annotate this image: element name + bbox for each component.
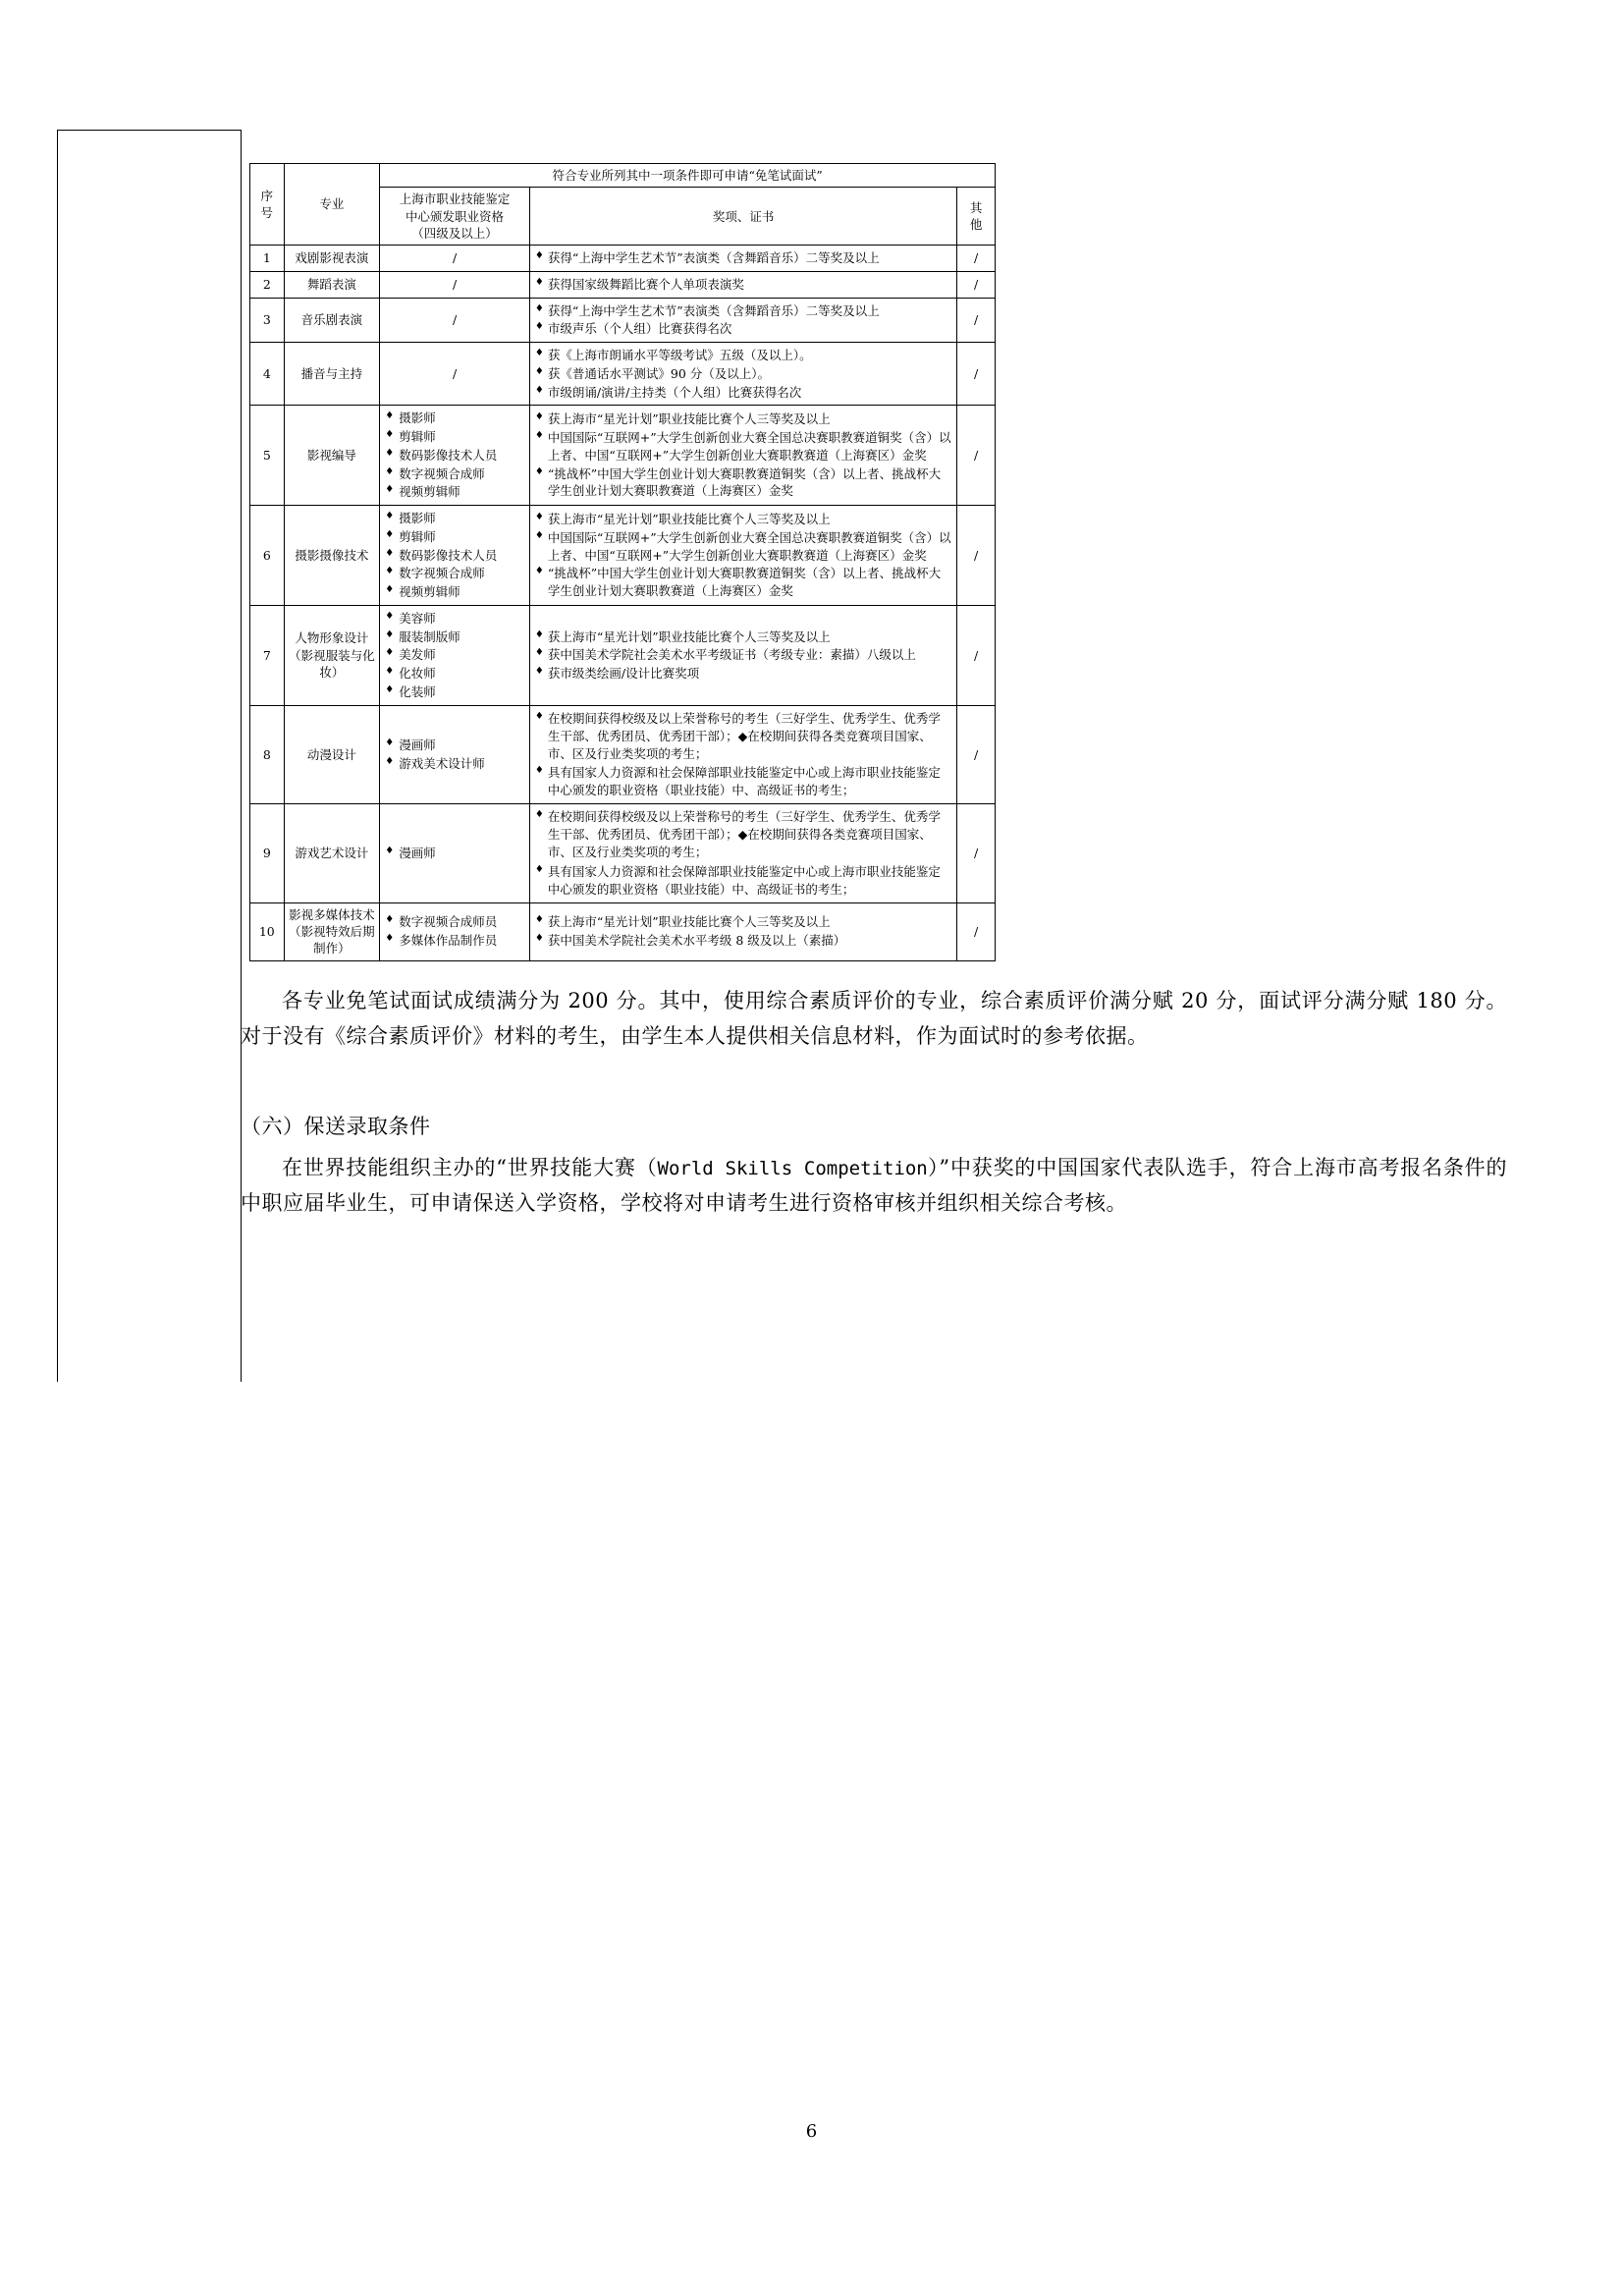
- award-item: ♦ 获上海市“星光计划”职业技能比赛个人三等奖及以上: [534, 913, 952, 931]
- table-row: [250, 804, 996, 903]
- header-no: [250, 164, 285, 246]
- row-other: /: [957, 902, 996, 960]
- header-other-line1: 其: [969, 199, 983, 215]
- row-award: [529, 605, 956, 705]
- header-cert-line2: 中心颁发职业资格: [406, 208, 505, 224]
- row-major: 影视编导: [284, 406, 380, 506]
- row-major: [284, 605, 380, 705]
- row-major: 戏剧影视表演: [284, 246, 380, 272]
- award-item: ♦ 获中国美术学院社会美术水平考级证书（考级专业：素描）八级以上: [534, 646, 952, 664]
- header-major: 专业: [284, 164, 380, 246]
- row-cert: [380, 902, 530, 960]
- cert-item: ♦ 漫画师: [384, 737, 525, 754]
- award-list: [534, 710, 952, 800]
- row-major-line: 影视多媒体技术: [289, 906, 375, 922]
- award-item: ♦ 获《普通话水平测试》90 分（及以上）。: [534, 365, 952, 383]
- award-list: [534, 276, 952, 294]
- table-row: [250, 298, 996, 343]
- cert-item: ♦ 数码影像技术人员: [384, 547, 525, 565]
- award-item: ♦ 获上海市“星光计划”职业技能比赛个人三等奖及以上: [534, 629, 952, 646]
- row-cert: [380, 705, 530, 804]
- cert-item: ♦ 数码影像技术人员: [384, 447, 525, 465]
- row-no: 5: [250, 406, 285, 506]
- award-list: [534, 302, 952, 339]
- award-item: ♦ 市级朗诵/演讲/主持类（个人组）比赛获得名次: [534, 384, 952, 402]
- award-item: ♦ 获中国美术学院社会美术水平考级 8 级及以上（素描）: [534, 932, 952, 950]
- award-list: [534, 249, 952, 267]
- row-cert: [380, 506, 530, 606]
- row-other: /: [957, 506, 996, 606]
- award-item: ♦ 中国国际“互联网+”大学生创新创业大赛全国总决赛职教赛道铜奖（含）以上者、中国“互联网+”大学生创新创业大赛职教赛道（上海赛区）金奖: [534, 429, 952, 465]
- award-item: ♦ 具有国家人力资源和社会保障部职业技能鉴定中心或上海市职业技能鉴定中心颁发的职业资格（职业技能）中、高级证书的考生；: [534, 764, 952, 799]
- row-no: 9: [250, 804, 285, 903]
- header-certificate: [380, 188, 530, 246]
- section-heading-six: （六）保送录取条件: [241, 1114, 431, 1138]
- header-other: [957, 188, 996, 246]
- cert-item: ♦ 化妆师: [384, 665, 525, 683]
- row-major: 舞蹈表演: [284, 271, 380, 298]
- row-major-line: 制作）: [313, 941, 351, 957]
- row-cert: /: [380, 246, 530, 272]
- paragraph-2-part-b: ）”中获奖的中国国家代表队选手，符合上海市高考报名条件的中职应届毕业生，可申请保送入学资格，学校将对申请考生进行资格审核并组织相关综合考核。: [241, 1155, 1508, 1215]
- row-major: 游戏艺术设计: [284, 804, 380, 903]
- paragraph-2-part-a: 在世界技能组织主办的“世界技能大赛（: [282, 1155, 658, 1179]
- award-item: ♦ 在校期间获得校级及以上荣誉称号的考生（三好学生、优秀学生、优秀学生干部、优秀团员、优秀团干部）；◆在校期间获得各类竞赛项目国家、市、区及行业类奖项的考生；: [534, 710, 952, 763]
- table-row: [250, 902, 996, 960]
- table-row: [250, 246, 996, 272]
- header-span-title: 符合专业所列其中一项条件即可申请“免笔试面试”: [380, 164, 996, 188]
- table-row: [250, 605, 996, 705]
- cert-item: ♦ 漫画师: [384, 845, 525, 862]
- table-row: [250, 343, 996, 406]
- paragraph-recommended-admission: [241, 1150, 1507, 1221]
- table-row: [250, 705, 996, 804]
- cert-list: [384, 510, 525, 601]
- page-number: 6: [805, 2121, 818, 2142]
- cert-list: [384, 737, 525, 773]
- award-item: ♦ 获《上海市朗诵水平等级考试》五级（及以上）。: [534, 347, 952, 364]
- row-award: [529, 506, 956, 606]
- row-other: /: [957, 705, 996, 804]
- cert-item: ♦ 数字视频合成师员: [384, 913, 525, 931]
- award-item: ♦ 获得国家级舞蹈比赛个人单项表演奖: [534, 276, 952, 294]
- row-other: /: [957, 271, 996, 298]
- row-award: [529, 804, 956, 903]
- row-cert: [380, 804, 530, 903]
- page-content: [241, 130, 1517, 1221]
- award-item: ♦ 在校期间获得校级及以上荣誉称号的考生（三好学生、优秀学生、优秀学生干部、优秀团员、优秀团干部）；◆在校期间获得各类竞赛项目国家、市、区及行业类奖项的考生；: [534, 808, 952, 861]
- header-other-line2: 他: [969, 217, 983, 233]
- page-border-top: [57, 130, 242, 131]
- row-no: 7: [250, 605, 285, 705]
- cert-item: ♦ 服装制版师: [384, 629, 525, 646]
- cert-item: ♦ 剪辑师: [384, 528, 525, 546]
- exemption-conditions-table: [249, 163, 996, 961]
- cert-item: ♦ 游戏美术设计师: [384, 755, 525, 773]
- row-no: 8: [250, 705, 285, 804]
- row-major: 播音与主持: [284, 343, 380, 406]
- cert-item: ♦ 视频剪辑师: [384, 583, 525, 601]
- table-row: [250, 271, 996, 298]
- row-other: /: [957, 246, 996, 272]
- row-cert: [380, 605, 530, 705]
- row-no: 1: [250, 246, 285, 272]
- cert-item: ♦ 美容师: [384, 610, 525, 628]
- award-item: ♦ 获上海市“星光计划”职业技能比赛个人三等奖及以上: [534, 410, 952, 428]
- award-item: ♦ “挑战杯”中国大学生创业计划大赛职教赛道铜奖（含）以上者、挑战杯大学生创业计划大赛职教赛道（上海赛区）金奖: [534, 465, 952, 501]
- award-list: [534, 347, 952, 401]
- row-no: 4: [250, 343, 285, 406]
- row-award: [529, 406, 956, 506]
- table-header-row-1: [250, 164, 996, 188]
- header-no-line1: 序: [260, 188, 274, 203]
- cert-item: ♦ 摄影师: [384, 510, 525, 527]
- row-other: /: [957, 406, 996, 506]
- row-major-line: （影视特效后期: [289, 924, 375, 939]
- row-no: 3: [250, 298, 285, 343]
- cert-list: [384, 913, 525, 950]
- row-cert: /: [380, 271, 530, 298]
- row-other: /: [957, 605, 996, 705]
- row-other: /: [957, 804, 996, 903]
- award-list: [534, 511, 952, 600]
- award-list: [534, 410, 952, 500]
- row-cert: /: [380, 343, 530, 406]
- cert-item: ♦ 多媒体作品制作员: [384, 932, 525, 950]
- row-other: /: [957, 298, 996, 343]
- award-list: [534, 808, 952, 899]
- row-cert: /: [380, 298, 530, 343]
- row-award: [529, 298, 956, 343]
- row-major: 音乐剧表演: [284, 298, 380, 343]
- row-major: 动漫设计: [284, 705, 380, 804]
- cert-item: ♦ 数字视频合成师: [384, 465, 525, 483]
- header-award: 奖项、证书: [529, 188, 956, 246]
- cert-item: ♦ 摄影师: [384, 410, 525, 427]
- row-no: 6: [250, 506, 285, 606]
- cert-item: ♦ 化装师: [384, 683, 525, 701]
- row-award: [529, 705, 956, 804]
- row-major: 摄影摄像技术: [284, 506, 380, 606]
- award-item: ♦ 获上海市“星光计划”职业技能比赛个人三等奖及以上: [534, 511, 952, 528]
- header-cert-line1: 上海市职业技能鉴定: [399, 191, 511, 207]
- row-award: [529, 343, 956, 406]
- award-item: ♦ 中国国际“互联网+”大学生创新创业大赛全国总决赛职教赛道铜奖（含）以上者、中国“互联网+”大学生创新创业大赛职教赛道（上海赛区）金奖: [534, 529, 952, 565]
- award-item: ♦ 获市级类绘画/设计比赛奖项: [534, 665, 952, 683]
- row-major-line: （影视服装与化: [289, 647, 375, 663]
- cert-item: ♦ 视频剪辑师: [384, 483, 525, 501]
- row-no: 10: [250, 902, 285, 960]
- award-item: ♦ 市级声乐（个人组）比赛获得名次: [534, 320, 952, 338]
- row-award: [529, 246, 956, 272]
- header-no-line2: 号: [260, 205, 274, 220]
- header-cert-line3: （四级及以上）: [411, 225, 498, 241]
- row-other: /: [957, 343, 996, 406]
- row-award: [529, 271, 956, 298]
- cert-list: [384, 845, 525, 862]
- award-list: [534, 629, 952, 683]
- award-item: ♦ “挑战杯”中国大学生创业计划大赛职教赛道铜奖（含）以上者、挑战杯大学生创业计划大赛职教赛道（上海赛区）金奖: [534, 565, 952, 600]
- row-major: [284, 902, 380, 960]
- paragraph-2-english: World Skills Competition: [657, 1157, 928, 1179]
- page-border-left: [57, 130, 58, 1382]
- cert-item: ♦ 数字视频合成师: [384, 565, 525, 582]
- award-item: ♦ 获得“上海中学生艺术节”表演类（含舞蹈音乐）二等奖及以上: [534, 302, 952, 320]
- cert-list: [384, 410, 525, 501]
- award-item: ♦ 具有国家人力资源和社会保障部职业技能鉴定中心或上海市职业技能鉴定中心颁发的职业资格（职业技能）中、高级证书的考生；: [534, 863, 952, 899]
- row-major-line: 人物形象设计: [295, 630, 369, 646]
- cert-item: ♦ 美发师: [384, 646, 525, 664]
- cert-list: [384, 610, 525, 701]
- row-award: [529, 902, 956, 960]
- table-row: [250, 506, 996, 606]
- table-row: [250, 406, 996, 506]
- cert-item: ♦ 剪辑师: [384, 428, 525, 446]
- paragraph-score-rules: 各专业免笔试面试成绩满分为 200 分。其中，使用综合素质评价的专业，综合素质评价满分赋 20 分，面试评分满分赋 180 分。对于没有《综合素质评价》材料的考生，由学生本人提供相关信息材料，作为面试时的参考依据。: [241, 988, 1507, 1048]
- row-no: 2: [250, 271, 285, 298]
- row-major-line: 妆）: [319, 664, 345, 680]
- award-list: [534, 913, 952, 950]
- row-cert: [380, 406, 530, 506]
- award-item: ♦ 获得“上海中学生艺术节”表演类（含舞蹈音乐）二等奖及以上: [534, 249, 952, 267]
